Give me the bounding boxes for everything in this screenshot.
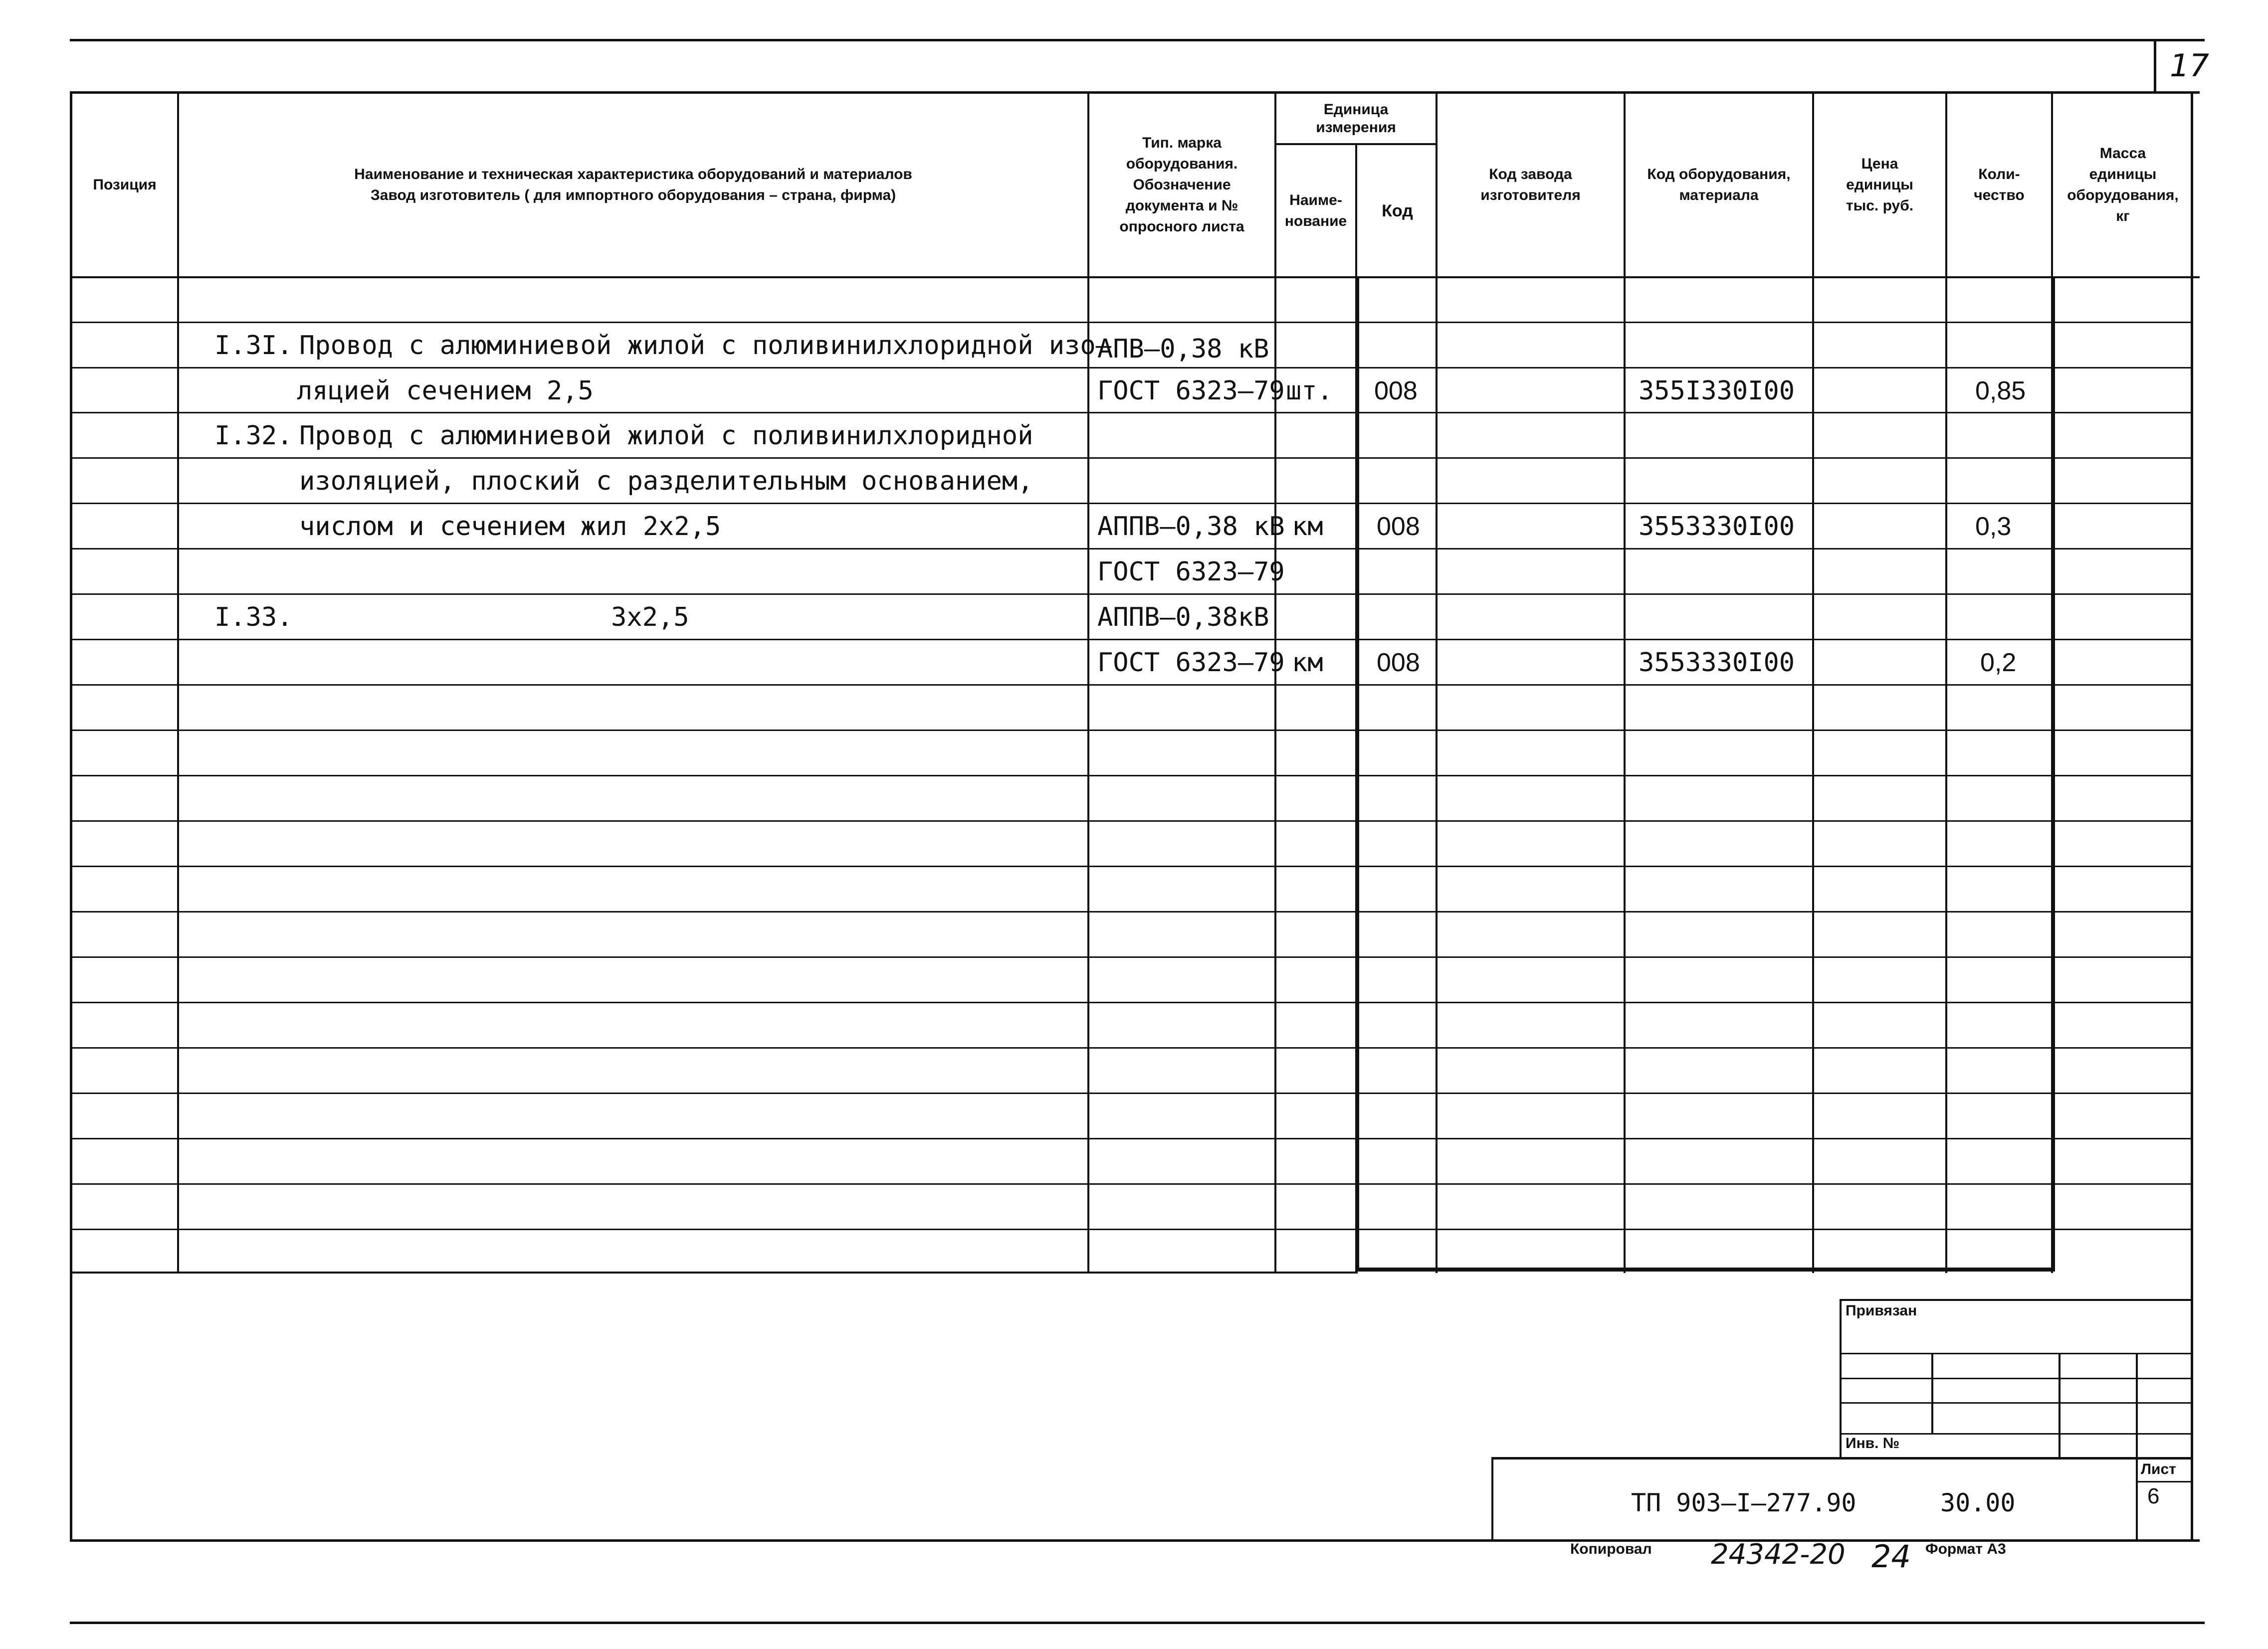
header-mass: Масса единицы оборудования, кг: [2067, 145, 2179, 224]
stamp-grid-line: [1840, 1402, 2193, 1404]
row-unit: км: [1292, 512, 1323, 542]
footer-format-label: Формат А3: [1925, 1541, 2006, 1557]
row-line: [70, 956, 2193, 958]
col-line-quantity-bold: [2051, 276, 2055, 1272]
row-type: АППВ–0,38кВ: [1097, 602, 1269, 632]
stamp-section-code: 30.00: [1940, 1488, 2016, 1517]
top-rule: [70, 39, 2205, 41]
stamp-attached-label: Привязан: [1846, 1302, 1917, 1319]
row-position: I.33.: [214, 602, 293, 632]
row-line: [70, 1093, 2193, 1094]
header-price: Цена единицы тыс. руб.: [1846, 156, 1914, 214]
header-unit-group: Единица измерения: [1316, 101, 1396, 136]
sheet-corner-number: 17: [2170, 47, 2209, 84]
table-bottom-left: [70, 1272, 1358, 1274]
row-code: 008: [1377, 648, 1420, 677]
bold-block-bottom: [1355, 1268, 2055, 1272]
row-line: [70, 1047, 2193, 1049]
footer-order-suffix: 24: [1871, 1538, 1911, 1575]
row-code: 008: [1374, 376, 1418, 405]
stamp-sheet-label: Лист: [2141, 1461, 2176, 1477]
page-bottom-rule: [70, 1622, 2205, 1624]
row-type: ГОСТ 6323–79: [1097, 648, 1285, 678]
row-quantity: 0,3: [1975, 512, 2012, 541]
row-unit: км: [1292, 648, 1323, 678]
row-line: [70, 911, 2193, 913]
stamp-grid-vline: [1931, 1353, 1933, 1434]
row-type: ГОСТ 6323–79: [1097, 376, 1285, 406]
footer-order-number: 24342-20: [1711, 1538, 1846, 1571]
row-name: Провод с алюминиевой жилой с поливинилхлоридной: [299, 421, 1033, 451]
row-name: Провод с алюминиевой жилой с поливинилхлоридной изо–: [299, 331, 1111, 361]
header-bottom-border: [70, 276, 2200, 278]
header-name: Наименование и техническая характеристика оборудований и материалов Завод изготовитель ( для импортного оборудования – страна, фирма): [354, 166, 912, 203]
row-quantity: 0,2: [1980, 648, 2017, 677]
row-position: I.3I.: [214, 331, 293, 361]
stamp-document-code: ТП 903–I–277.90: [1631, 1488, 1856, 1517]
row-position: I.32.: [214, 421, 293, 451]
row-line: [70, 730, 2193, 731]
row-name-cont: ляцией сечением 2,5: [297, 376, 594, 406]
row-equipment-code: 3553330I00: [1639, 512, 1795, 542]
row-name: изоляцией, плоский с разделительным основанием,: [299, 466, 1033, 496]
row-unit: шт.: [1286, 376, 1333, 406]
row-equipment-code: 355I330I00: [1639, 376, 1795, 406]
frame-left-border: [70, 91, 72, 1542]
stamp-main-top: [1491, 1457, 2193, 1460]
row-quantity: 0,85: [1975, 376, 2026, 405]
row-type: АППВ–0,38 кВ: [1097, 512, 1285, 542]
stamp-grid-vline: [2136, 1353, 2138, 1539]
corner-tick: [2154, 39, 2156, 94]
row-type: АПВ–0,38 кВ: [1097, 334, 1269, 364]
header-unit-code: Код: [1382, 201, 1413, 220]
row-line: [70, 866, 2193, 867]
stamp-grid-line: [1840, 1433, 2193, 1435]
stamp-inv-label: Инв. №: [1846, 1435, 1900, 1452]
col-line-unit-name-bold: [1355, 276, 1359, 1272]
stamp-grid-line: [1840, 1353, 2193, 1354]
header-plant-code: Код завода изготовителя: [1480, 166, 1581, 203]
header-type: Тип. марка оборудования. Обозначение документа и № опросного листа: [1119, 135, 1244, 235]
footer-copied-label: Копировал: [1570, 1541, 1652, 1557]
stamp-grid-vline: [2059, 1353, 2061, 1459]
header-unit-name: Наиме- нование: [1284, 191, 1347, 229]
stamp-main-left: [1491, 1457, 1493, 1541]
stamp-sheet-divider: [2136, 1481, 2193, 1482]
row-code: 008: [1377, 512, 1420, 541]
header-equipment-code: Код оборудования, материала: [1647, 166, 1791, 203]
frame-right-border: [2191, 91, 2193, 1542]
row-name: числом и сечением жил 2х2,5: [299, 512, 721, 542]
stamp-grid-line: [1840, 1378, 2193, 1379]
stamp-top-line: [1840, 1299, 2193, 1301]
row-line: [70, 1183, 2193, 1185]
row-line: [70, 1138, 2193, 1139]
row-name: 3х2,5: [611, 602, 689, 632]
header-quantity: Коли- чество: [1974, 166, 2025, 203]
row-line: [70, 820, 2193, 822]
row-line: [70, 1229, 2193, 1230]
header-position: Позиция: [93, 177, 157, 193]
row-line: [70, 775, 2193, 776]
row-line: [70, 1002, 2193, 1003]
row-type: ГОСТ 6323–79: [1097, 557, 1285, 587]
stamp-sheet-number: 6: [2147, 1484, 2160, 1508]
row-equipment-code: 3553330I00: [1639, 648, 1795, 678]
